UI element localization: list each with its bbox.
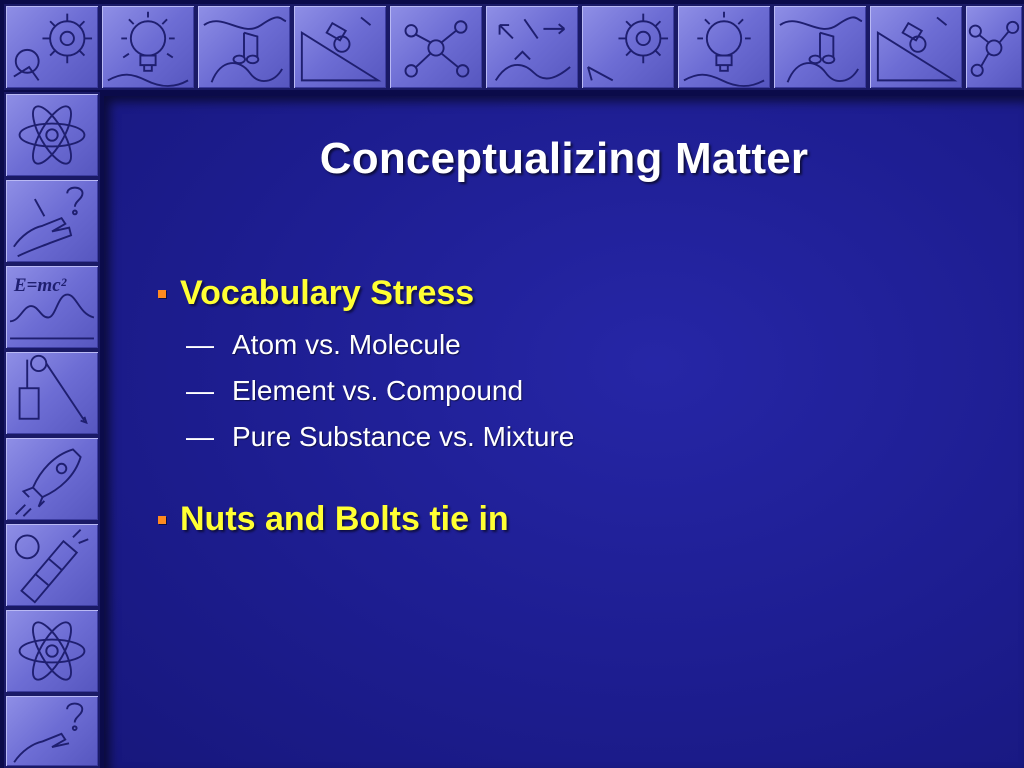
bullet-text: Vocabulary Stress [180, 274, 475, 312]
em-dash-marker: — [186, 329, 214, 360]
sub-item-text: Atom vs. Molecule [232, 329, 461, 360]
gear-icon [4, 4, 100, 90]
svg-text:E=mc²: E=mc² [13, 274, 67, 296]
sub-item [186, 375, 523, 407]
em-dash-marker: — [186, 421, 214, 452]
pulley-icon [4, 350, 100, 436]
atom-icon [4, 608, 100, 694]
sub-item [186, 421, 574, 453]
molecule-icon [964, 4, 1024, 90]
sub-item-text: Pure Substance vs. Mixture [232, 421, 575, 452]
sub-item [186, 329, 461, 361]
bullet-item [158, 500, 509, 539]
slide-title: Conceptualizing Matter [319, 134, 809, 183]
music-note-icon [196, 4, 292, 90]
em-dash-marker: — [186, 375, 214, 406]
magnet-icon [4, 522, 100, 608]
music-note-icon [772, 4, 868, 90]
sub-item-text: Element vs. Compound [232, 375, 524, 406]
gear-icon [580, 4, 676, 90]
lightbulb-icon [676, 4, 772, 90]
arrows-icon [484, 4, 580, 90]
bullet-item [158, 274, 474, 313]
bullet-text: Nuts and Bolts tie in [180, 500, 509, 538]
square-bullet-icon [158, 516, 166, 524]
molecule-icon [388, 4, 484, 90]
inclined-plane-icon [292, 4, 388, 90]
question-hand-icon [4, 694, 100, 768]
square-bullet-icon [158, 290, 166, 298]
inclined-plane-icon [868, 4, 964, 90]
lightbulb-icon [100, 4, 196, 90]
rocket-icon [4, 436, 100, 522]
question-hand-icon [4, 178, 100, 264]
formula-wave-icon [4, 264, 100, 350]
atom-icon [4, 92, 100, 178]
